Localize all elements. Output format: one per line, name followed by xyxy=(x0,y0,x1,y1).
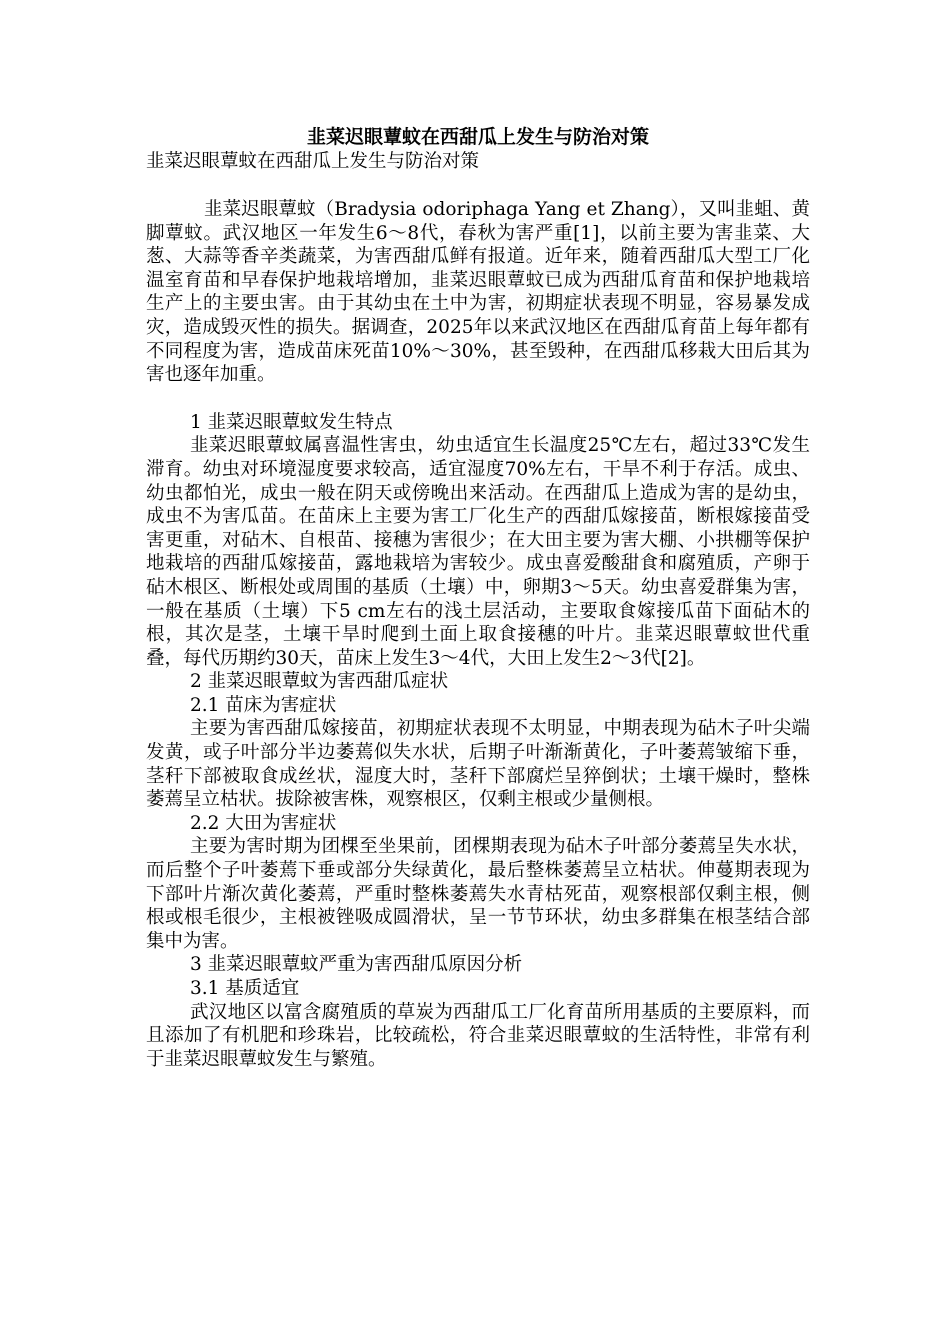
spacer xyxy=(146,174,810,198)
document-subtitle: 韭菜迟眼蕈蚊在西甜瓜上发生与防治对策 xyxy=(146,151,480,172)
section-heading-3: 3 韭菜迟眼蕈蚊严重为害西甜瓜原因分析 xyxy=(190,954,523,976)
subsection-heading-2-1: 2.1 苗床为害症状 xyxy=(190,694,337,716)
spacer xyxy=(146,387,810,411)
subsection-heading-2-2: 2.2 大田为害症状 xyxy=(190,812,337,834)
subsection-heading-3-1: 3.1 基质适宜 xyxy=(190,978,300,999)
section-1-paragraph: 韭菜迟眼蕈蚊属喜温性害虫，幼虫适宜生长温度25℃左右，超过33℃发生滞育。幼虫对环境湿度要求较高，适宜湿度70%左右，干旱不利于存活。成虫、幼虫都怕光，成虫一般在阴天或傍晚出来活动。在西甜瓜上造成为害的是幼虫，成虫不为害瓜苗。在苗床上主要为害工厂化生产的西甜瓜嫁接苗，断根嫁接苗受害更重，对砧木、自根苗、接穗为害很少；在大田主要为害大棚、小拱棚等保护地栽培的西甜瓜嫁接苗，露地栽培为害较少。成虫喜爱酸甜食和腐殖质，产卵于砧木根区、断根处或周围的基质（土壤）中，卵期3～5天。幼虫喜爱群集为害，一般在基质（土壤）下5 cm左右的浅土层活动，主要取食嫁接瓜苗下面砧木的根，其次是茎，土壤干旱时爬到土面上取食接穗的叶片。韭菜迟眼蕈蚊世代重叠，每代历期约30天，苗床上发生3～4代，大田上发生2～3代[2]。 xyxy=(146,435,810,669)
document-title: 韭菜迟眼蕈蚊在西甜瓜上发生与防治对策 xyxy=(306,126,649,148)
subsection-3-1-paragraph: 武汉地区以富含腐殖质的草炭为西甜瓜工厂化育苗所用基质的主要原料，而且添加了有机肥和珍珠岩，比较疏松，符合韭菜迟眼蕈蚊的生活特性，非常有利于韭菜迟眼蕈蚊发生与繁殖。 xyxy=(146,1001,810,1070)
subsection-2-2-paragraph: 主要为害时期为团棵至坐果前，团棵期表现为砧木子叶部分萎蔫呈失水状，而后整个子叶萎蔫下垂或部分失绿黄化，最后整株萎蔫呈立枯状。伸蔓期表现为下部叶片渐次黄化萎蔫，严重时整株萎蔫失水青枯死苗，观察根部仅剩主根，侧根或根毛很少，主根被锉吸成圆滑状，呈一节节环状，幼虫多群集在根茎结合部集中为害。 xyxy=(146,836,810,952)
section-heading-1: 1 韭菜迟眼蕈蚊发生特点 xyxy=(190,411,393,433)
subsection-2-1-paragraph: 主要为害西甜瓜嫁接苗，初期症状表现不太明显，中期表现为砧木子叶尖端发黄，或子叶部分半边萎蔫似失水状，后期子叶渐渐黄化，子叶萎蔫皱缩下垂，茎秆下部被取食成丝状，湿度大时，茎秆下部腐烂呈猝倒状；土壤干燥时，整株萎蔫呈立枯状。拔除被害株，观察根区，仅剩主根或少量侧根。 xyxy=(146,718,810,811)
intro-paragraph: 韭菜迟眼蕈蚊（Bradysia odoriphaga Yang et Zhang），又叫韭蛆、黄脚蕈蚊。武汉地区一年发生6～8代，春秋为害严重[1]，以前主要为害韭菜、大葱、大蒜等香辛类蔬菜，为害西甜瓜鲜有报道。近年来，随着西甜瓜大型工厂化温室育苗和早春保护地栽培增加，韭菜迟眼蕈蚊已成为西甜瓜育苗和保护地栽培生产上的主要虫害。由于其幼虫在土中为害，初期症状表现不明显，容易暴发成灾，造成毁灭性的损失。据调查，2025年以来武汉地区在西甜瓜育苗上每年都有不同程度为害，造成苗床死苗10%～30%，甚至毁种，在西甜瓜移栽大田后其为害也逐年加重。 xyxy=(146,199,810,386)
document-page xyxy=(146,124,810,1071)
section-heading-2: 2 韭菜迟眼蕈蚊为害西甜瓜症状 xyxy=(190,671,449,693)
